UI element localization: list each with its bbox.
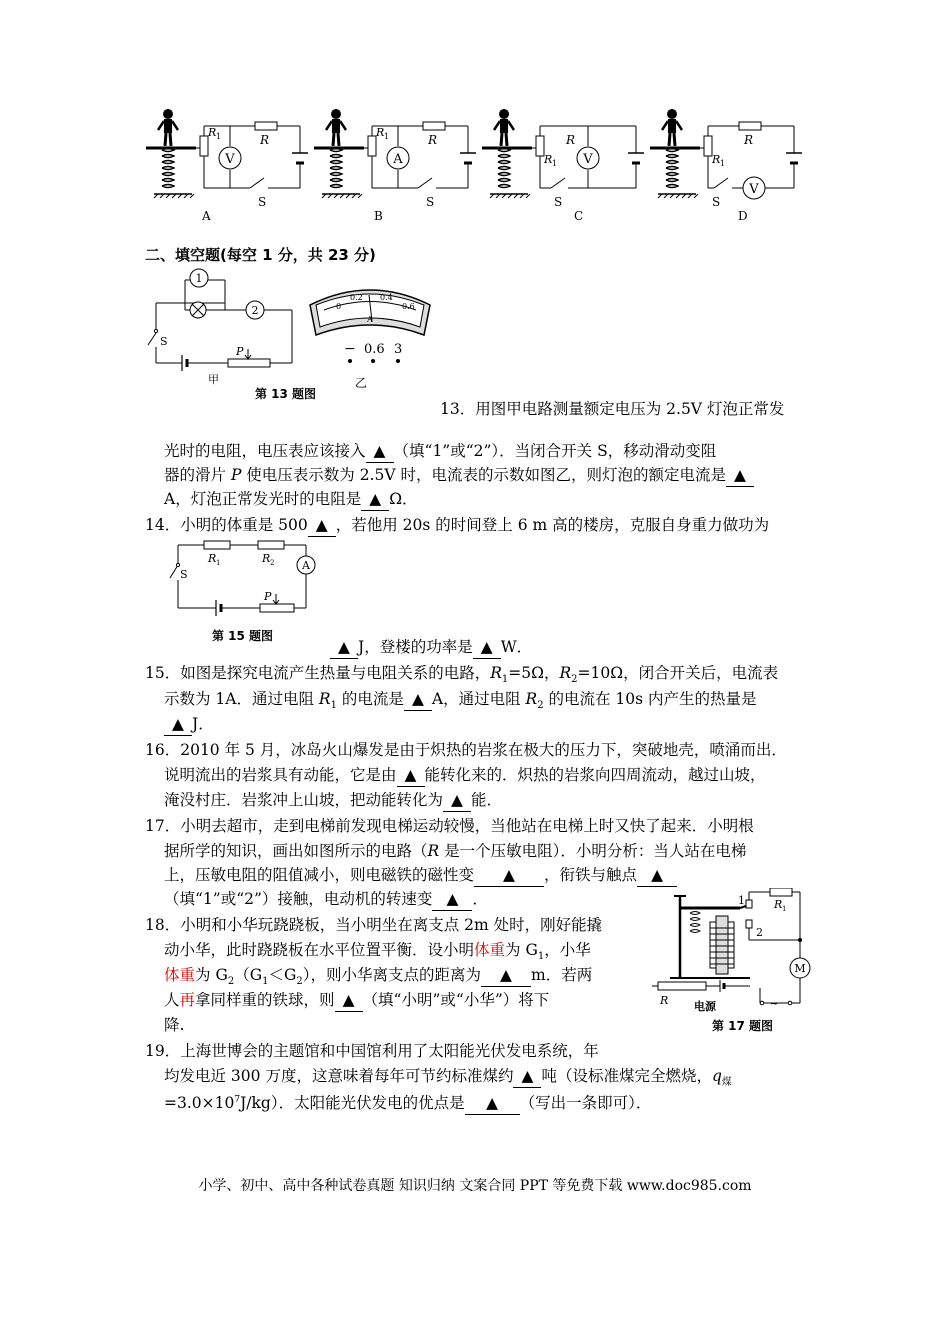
figure-b — [314, 109, 476, 223]
svg-text:R: R — [774, 898, 783, 911]
svg-text:S: S — [258, 195, 267, 209]
q13-blank-2[interactable]: ▲ — [726, 464, 754, 487]
meter-2-label: 2 — [251, 304, 259, 317]
q18-line-3: 体重为 $G_2(G_1<G_2)$，则小华离支点的距离为 ▲ m．若两 — [164, 966, 593, 988]
q18-blank-2[interactable]: ▲ — [335, 989, 363, 1012]
q14-line-1: 14．小明的体重是 500 ▲ ，若他用 20s 的时间登上 6 m 高的楼房，克服自身重力做功为 — [145, 514, 769, 537]
svg-text:S: S — [160, 335, 168, 348]
svg-text:R: R — [376, 126, 385, 139]
q19-line-2: 均发电近 300 万度，这意味着每年可节约标准煤约 ▲ 吨（设标准煤完全燃烧，$q_煤$ — [164, 1067, 732, 1089]
section-title: 二、填空题(每空 1 分，共 23 分) — [145, 246, 376, 264]
svg-text:P: P — [264, 590, 272, 603]
svg-text:S: S — [426, 195, 435, 209]
option-label: C — [574, 209, 584, 223]
figure-c — [482, 109, 644, 223]
q17-line-2: 据所学的知识，画出如图所示的电路（R 是一个压敏电阻）．小明分析：当人站在电梯 — [164, 842, 747, 860]
svg-text:0: 0 — [336, 302, 342, 311]
svg-text:R: R — [544, 153, 553, 166]
svg-text:1: 1 — [782, 905, 787, 913]
svg-text:1: 1 — [552, 159, 558, 168]
footer: 小学、初中、高中各种试卷真题 知识归纳 文案合同 PPT 等免费下载 www.doc985.com — [198, 1178, 752, 1194]
svg-text:R: R — [260, 133, 270, 147]
q18-line-5: 降. — [164, 1016, 185, 1034]
q13-line-3: 器的滑片 P 使电压表示数为 2.5V 时，电流表的示数如图乙，则灯泡的额定电流是 ▲ — [164, 464, 754, 487]
svg-text:2: 2 — [756, 926, 763, 939]
svg-text:M: M — [794, 962, 806, 975]
figure-17-caption: 第 17 题图 — [712, 1019, 774, 1033]
svg-text:S: S — [554, 195, 563, 209]
q17-line-1: 17．小明去超市，走到电梯前发现电梯运动较慢，当他站在电梯上时又快了起来．小明根 — [145, 817, 754, 835]
svg-text:1: 1 — [384, 132, 390, 141]
q19-line-3: $=3.0\times 10^7J/kg$）．太阳能光伏发电的优点是 ▲ （写出一条即可）． — [164, 1089, 651, 1115]
meter-label: V — [749, 182, 759, 197]
svg-text:0.4: 0.4 — [380, 293, 393, 302]
svg-text:电源: 电源 — [694, 1000, 716, 1013]
q13-line-1: 13．用图甲电路测量额定电压为 2.5V 灯泡正常发 — [440, 400, 785, 418]
q16-line-3: 淹没村庄．岩浆冲上山坡，把动能转化为 ▲ 能． — [164, 789, 502, 812]
q13-line-4: A，灯泡正常发光时的电阻是 ▲ Ω． — [164, 488, 418, 511]
q15-blank-2[interactable]: ▲ — [164, 713, 192, 736]
q17-blank-1[interactable]: ▲ — [474, 864, 544, 887]
meter-label: V — [225, 152, 235, 167]
svg-text:0.6: 0.6 — [402, 302, 415, 311]
q19-line-1: 19．上海世博会的主题馆和中国馆利用了太阳能光伏发电系统，年 — [145, 1042, 599, 1060]
q18-blank-1[interactable]: ▲ — [481, 964, 531, 987]
svg-text:R: R — [208, 552, 217, 565]
q19-blank-1[interactable]: ▲ — [513, 1065, 541, 1088]
option-label: A — [202, 209, 211, 223]
q19-blank-2[interactable]: ▲ — [465, 1092, 520, 1115]
svg-text:2: 2 — [270, 559, 275, 567]
q15-line-2: 示数为 1A．通过电阻 $R_1$ 的电流是 ▲ A，通过电阻 $R_2$ 的电流在 10s 内产生的热量是 — [164, 690, 757, 712]
q13-line-2: 光时的电阻，电压表应该接入 ▲ （填“1”或“2”）．当闭合开关 S，移动滑动变阻 — [164, 440, 716, 463]
svg-text:1: 1 — [216, 559, 221, 567]
svg-text:R: R — [262, 552, 271, 565]
svg-text:R: R — [566, 133, 576, 147]
svg-text:R: R — [660, 994, 669, 1007]
q16-blank-2[interactable]: ▲ — [443, 789, 471, 812]
option-label: D — [738, 209, 748, 223]
q14-blank-1[interactable]: ▲ — [308, 514, 336, 537]
svg-text:R: R — [712, 153, 721, 166]
q17-line-4: （填“1”或“2”）接触，电动机的转速变 ▲ ． — [164, 888, 488, 911]
svg-text:P: P — [236, 345, 244, 358]
q13-blank-1[interactable]: ▲ — [366, 440, 394, 463]
svg-text:A: A — [302, 559, 310, 572]
svg-text:1: 1 — [738, 894, 745, 907]
svg-text:1: 1 — [216, 132, 222, 141]
q18-line-4: 人再拿同样重的铁球，则 ▲ （填“小明”或“小华”）将下 — [164, 989, 549, 1012]
svg-text:S: S — [712, 195, 721, 209]
q15-line-1: 15．如图是探究电流产生热量与电阻关系的电路，$R_1=5\Omega$，$R_2=10\Omega$，闭合开关后，电流表 — [145, 664, 779, 686]
q18-line-1: 18．小明和小华玩跷跷板，当小明坐在离支点 2m 处时，刚好能撬 — [145, 916, 603, 934]
option-label: B — [374, 209, 383, 223]
meter-1-label: 1 — [195, 272, 203, 285]
meter-label: A — [393, 152, 403, 167]
svg-text:0.2: 0.2 — [350, 293, 363, 302]
svg-text:S: S — [180, 568, 188, 581]
figure-d — [650, 109, 802, 223]
svg-text:3: 3 — [394, 342, 403, 357]
svg-text:~: ~ — [770, 999, 779, 1010]
q14-blank-3[interactable]: ▲ — [473, 636, 501, 659]
q15-blank-1[interactable]: ▲ — [404, 688, 432, 711]
figure-15 — [160, 530, 330, 645]
svg-text:−: − — [344, 341, 356, 357]
q18-line-2: 动小华，此时跷跷板在水平位置平衡．设小明体重为 $G_1$，小华 — [164, 941, 591, 963]
svg-text:R: R — [428, 133, 438, 147]
q17-blank-3[interactable]: ▲ — [432, 888, 472, 911]
svg-text:R: R — [744, 133, 754, 147]
q17-blank-2[interactable]: ▲ — [637, 864, 677, 887]
q14-line-2: ▲ J，登楼的功率是 ▲ W． — [330, 636, 532, 659]
svg-text:A: A — [367, 315, 373, 324]
q16-line-1: 16．2010 年 5 月，冰岛火山爆发是由于炽热的岩浆在极大的压力下，突破地壳，喷涌而出． — [145, 741, 787, 759]
q16-blank-1[interactable]: ▲ — [397, 764, 425, 787]
figure-jia-label: 甲 — [208, 373, 219, 386]
figure-13-caption: 第 13 题图 — [255, 387, 317, 401]
q13-blank-3[interactable]: ▲ — [361, 488, 389, 511]
figure-15-caption: 第 15 题图 — [212, 629, 274, 643]
svg-text:0.6: 0.6 — [364, 342, 385, 357]
figure-17 — [650, 888, 825, 1038]
meter-label: V — [583, 152, 593, 167]
q17-line-3: 上，压敏电阻的阻值减小，则电磁铁的磁性变 ▲ ，衔铁与触点 ▲ — [164, 864, 677, 887]
svg-text:R: R — [208, 126, 217, 139]
figure-a — [146, 109, 308, 223]
q15-line-3: ▲ J． — [164, 713, 214, 736]
figure-yi-label: 乙 — [355, 376, 368, 390]
q14-blank-2[interactable]: ▲ — [330, 636, 358, 659]
figure-options-abcd — [140, 108, 810, 228]
svg-text:1: 1 — [720, 159, 726, 168]
q16-line-2: 说明流出的岩浆具有动能，它是由 ▲ 能转化来的．炽热的岩浆向四周流动，越过山坡， — [164, 764, 766, 787]
figure-13 — [140, 265, 440, 405]
